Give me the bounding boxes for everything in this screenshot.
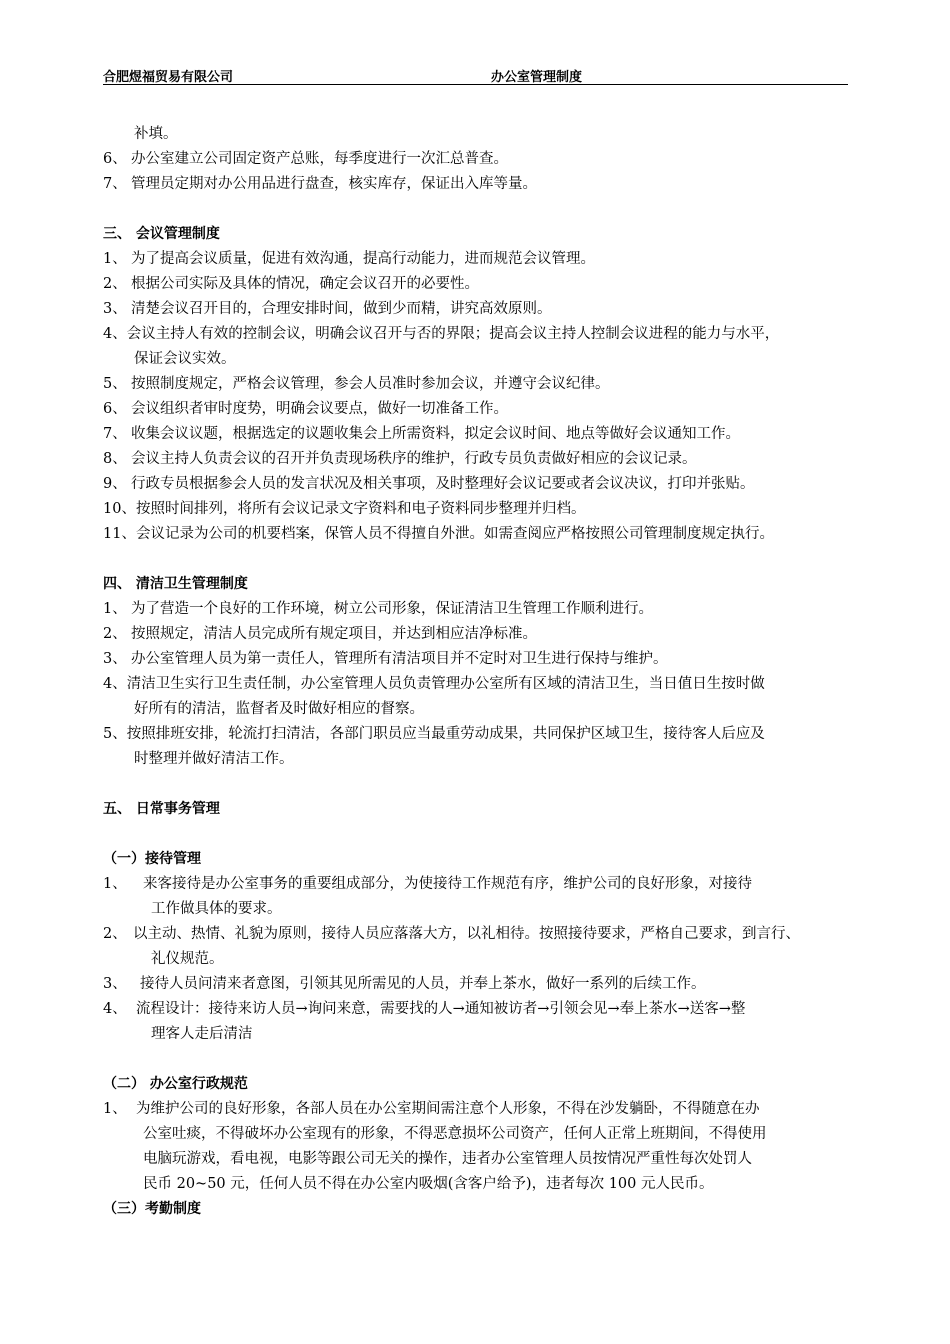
document-body <box>103 122 853 1222</box>
list-item: 7、 管理员定期对办公用品进行盘查，核实库存，保证出入库等量。 <box>103 176 537 192</box>
section-heading: 四、 清洁卫生管理制度 <box>103 576 248 592</box>
company-name: 合肥煜福贸易有限公司 <box>103 70 234 85</box>
list-item: 3、 清楚会议召开目的，合理安排时间，做到少而精，讲究高效原则。 <box>103 301 552 317</box>
section-heading: 三、 会议管理制度 <box>103 226 220 242</box>
list-item-continuation: 民币 20~50 元，任何人员不得在办公室内吸烟(含客户给予)，违者每次 100 元人民币。 <box>143 1176 714 1192</box>
list-item: 5、 按照制度规定，严格会议管理，参会人员准时参加会议，并遵守会议纪律。 <box>103 376 610 392</box>
list-item: 9、 行政专员根据参会人员的发言状况及相关事项，及时整理好会议记要或者会议决议，打印并张贴。 <box>103 476 755 492</box>
subsection-heading: （二） 办公室行政规范 <box>103 1076 248 1092</box>
list-item: 6、 办公室建立公司固定资产总账，每季度进行一次汇总普查。 <box>103 151 508 167</box>
list-item-continuation: 礼仪规范。 <box>151 951 224 967</box>
list-item: 3、 接待人员问清来者意图，引领其见所需见的人员，并奉上茶水，做好一系列的后续工作。 <box>103 976 706 992</box>
list-item: 1、 为了提高会议质量，促进有效沟通，提高行动能力，进而规范会议管理。 <box>103 251 595 267</box>
list-item: 2、 按照规定，清洁人员完成所有规定项目，并达到相应洁净标准。 <box>103 626 537 642</box>
list-item: 3、 办公室管理人员为第一责任人，管理所有清洁项目并不定时对卫生进行保持与维护。 <box>103 651 668 667</box>
list-item-continuation: 时整理并做好清洁工作。 <box>134 751 294 767</box>
list-item: 5、按照排班安排，轮流打扫清洁，各部门职员应当最重劳动成果，共同保护区域卫生，接待客人后应及 <box>103 726 765 742</box>
list-item: 6、 会议组织者审时度势，明确会议要点，做好一切准备工作。 <box>103 401 508 417</box>
list-item: 4、清洁卫生实行卫生责任制，办公室管理人员负责管理办公室所有区域的清洁卫生，当日值日生按时做 <box>103 676 765 692</box>
list-item: 1、 为了营造一个良好的工作环境，树立公司形象，保证清洁卫生管理工作顺利进行。 <box>103 601 653 617</box>
list-item: 4、会议主持人有效的控制会议，明确会议召开与否的界限；提高会议主持人控制会议进程的能力与水平， <box>103 326 780 342</box>
list-item: 4、 流程设计：接待来访人员→询问来意，需要找的人→通知被访者→引领会见→奉上茶水→送客→整 <box>103 1001 746 1017</box>
list-item-continuation: 理客人走后清洁 <box>151 1026 253 1042</box>
list-item: 8、 会议主持人负责会议的召开并负责现场秩序的维护，行政专员负责做好相应的会议记录。 <box>103 451 697 467</box>
list-item: 2、 以主动、热情、礼貌为原则，接待人员应落落大方，以礼相待。按照接待要求，严格自己要求，到言行、 <box>103 926 800 942</box>
list-item-continuation: 保证会议实效。 <box>134 351 236 367</box>
list-item: 1、 来客接待是办公室事务的重要组成部分，为使接待工作规范有序，维护公司的良好形象，对接待 <box>103 876 752 892</box>
list-item: 1、 为维护公司的良好形象，各部人员在办公室期间需注意个人形象，不得在沙发躺卧，不得随意在办 <box>103 1101 760 1117</box>
list-item: 10、按照时间排列，将所有会议记录文字资料和电子资料同步整理并归档。 <box>103 501 586 517</box>
document-title: 办公室管理制度 <box>491 70 583 85</box>
list-item-continuation: 好所有的清洁，监督者及时做好相应的督察。 <box>134 701 424 717</box>
continuation-text: 补填。 <box>134 126 178 142</box>
list-item-continuation: 工作做具体的要求。 <box>151 901 282 917</box>
section-heading: 五、 日常事务管理 <box>103 801 220 817</box>
subsection-heading: （一）接待管理 <box>103 851 201 867</box>
list-item-continuation: 电脑玩游戏，看电视，电影等跟公司无关的操作，违者办公室管理人员按情况严重性每次处罚人 <box>143 1151 752 1167</box>
subsection-heading: （三）考勤制度 <box>103 1201 201 1217</box>
list-item: 7、 收集会议议题，根据选定的议题收集会上所需资料，拟定会议时间、地点等做好会议通知工作。 <box>103 426 740 442</box>
list-item: 11、会议记录为公司的机要档案，保管人员不得擅自外泄。如需查阅应严格按照公司管理制度规定执行。 <box>103 526 774 542</box>
list-item-continuation: 公室吐痰，不得破坏办公室现有的形象，不得恶意损坏公司资产，任何人正常上班期间，不得使用 <box>143 1126 767 1142</box>
page-header <box>103 66 848 85</box>
list-item: 2、 根据公司实际及具体的情况，确定会议召开的必要性。 <box>103 276 479 292</box>
